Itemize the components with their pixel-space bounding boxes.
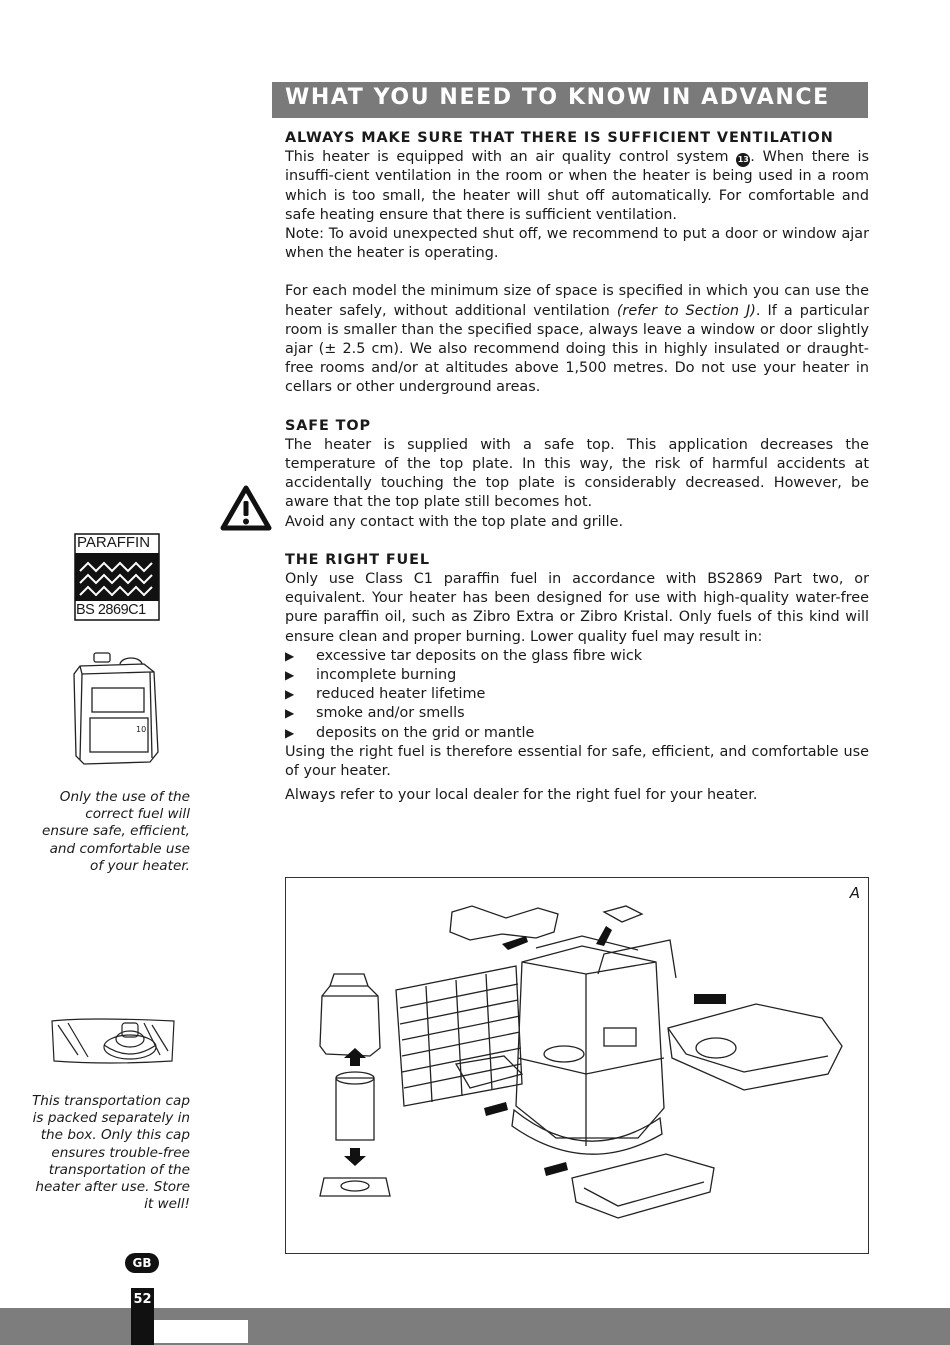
ventilation-paragraph-1 [285, 148, 869, 225]
heading-safe-top: SAFE TOP [285, 417, 371, 434]
list-item-text: excessive tar deposits on the glass fibre wick [316, 647, 643, 664]
list-item-text: incomplete burning [316, 667, 457, 684]
heater-exploded-diagram [286, 878, 868, 1253]
cap-caption: This transportation cap is packed separately in the box. Only this cap ensures trouble-free transportation of the heater after use. Store it well! [31, 1093, 190, 1213]
reference-marker: 13 [736, 153, 750, 167]
svg-text:10: 10 [136, 725, 147, 734]
fuel-jerrycan-image [70, 652, 164, 766]
language-badge: GB [125, 1253, 159, 1273]
page-title: WHAT YOU NEED TO KNOW IN ADVANCE [285, 85, 830, 110]
ventilation-text-b: . When there is insuffi-cient ventilation in the room or when the heater is being used in a room which is too small, the heater will shut off automatically. For comfortable and safe heating ensure that there is sufficient ventilation. [285, 149, 870, 223]
transportation-cap-image [48, 1015, 178, 1067]
ventilation-text-c: For each model the minimum size of space is specified in which you can use the heater safely, without additional ventilation [285, 283, 869, 319]
ventilation-paragraph-3 [285, 282, 869, 397]
page-number: 52 [133, 1292, 152, 1307]
arrow-bullet-icon: ▶ [285, 648, 295, 663]
fuel-caption: Only the use of the correct fuel will ensure safe, efficient, and comfortable use of your heater. [42, 789, 190, 874]
fuel-paragraph-3: Always refer to your local dealer for the right fuel for your heater. [285, 787, 758, 804]
section-title-bar [272, 82, 868, 118]
arrow-bullet-icon: ▶ [285, 687, 295, 702]
heading-ventilation: ALWAYS MAKE SURE THAT THERE IS SUFFICIENT VENTILATION [285, 130, 834, 146]
list-item [285, 685, 869, 704]
list-item-text: deposits on the grid or mantle [316, 724, 535, 741]
list-item-text: smoke and/or smells [316, 705, 465, 722]
list-item-text: reduced heater lifetime [316, 686, 486, 703]
figure-label: A [849, 884, 860, 902]
arrow-bullet-icon: ▶ [285, 725, 295, 740]
warning-triangle-icon [220, 485, 272, 531]
heading-right-fuel: THE RIGHT FUEL [285, 551, 430, 568]
paraffin-logo-top-text: PARAFFIN [77, 534, 151, 551]
fuel-bullet-list [285, 647, 869, 743]
list-item [285, 724, 869, 743]
ventilation-text-a: This heater is equipped with an air quality control system [285, 149, 729, 166]
arrow-bullet-icon: ▶ [285, 706, 295, 721]
paraffin-logo-bottom-text: BS 2869C1 [76, 602, 146, 618]
ventilation-paragraph-2: Note: To avoid unexpected shut off, we recommend to put a door or window ajar when the heater is operating. [285, 226, 869, 262]
list-item [285, 666, 869, 685]
arrow-bullet-icon: ▶ [285, 668, 295, 683]
fuel-paragraph-1: Only use Class C1 paraffin fuel in accordance with BS2869 Part two, or equivalent. Your heater has been designed for use with high-quality water-free pure paraffin oil, such as Zibro Extra or Zibro Kristal. Only fuels of this kind will ensure clean and proper burning. Lower quality fuel may result in: [285, 571, 869, 645]
exploded-view-figure [285, 877, 869, 1254]
ventilation-text-d: . If a particular room is smaller than the specified space, always leave a window or door slightly ajar (± 2.5 cm). We also recommend doing this in highly insulated or draught-free rooms and/or at altitudes above 1,500 metres. Do not use your heater in cellars or other underground areas. [285, 302, 870, 396]
safe-top-paragraph-1: The heater is supplied with a safe top. This application decreases the temperature of the top plate. In this way, the risk of harmful accidents at accidentally touching the top plate is considerably decreased. However, be aware that the top plate still becomes hot. [285, 436, 869, 511]
footer-white-strip [154, 1320, 248, 1343]
list-item [285, 647, 869, 666]
list-item [285, 704, 869, 723]
paraffin-logo [74, 533, 160, 621]
section-reference: (refer to Section J) [616, 302, 756, 319]
safe-top-paragraph-2: Avoid any contact with the top plate and grille. [285, 513, 624, 530]
main-text-column [285, 129, 869, 806]
fuel-paragraph-2: Using the right fuel is therefore essential for safe, efficient, and comfortable use of your heater. [285, 743, 869, 780]
